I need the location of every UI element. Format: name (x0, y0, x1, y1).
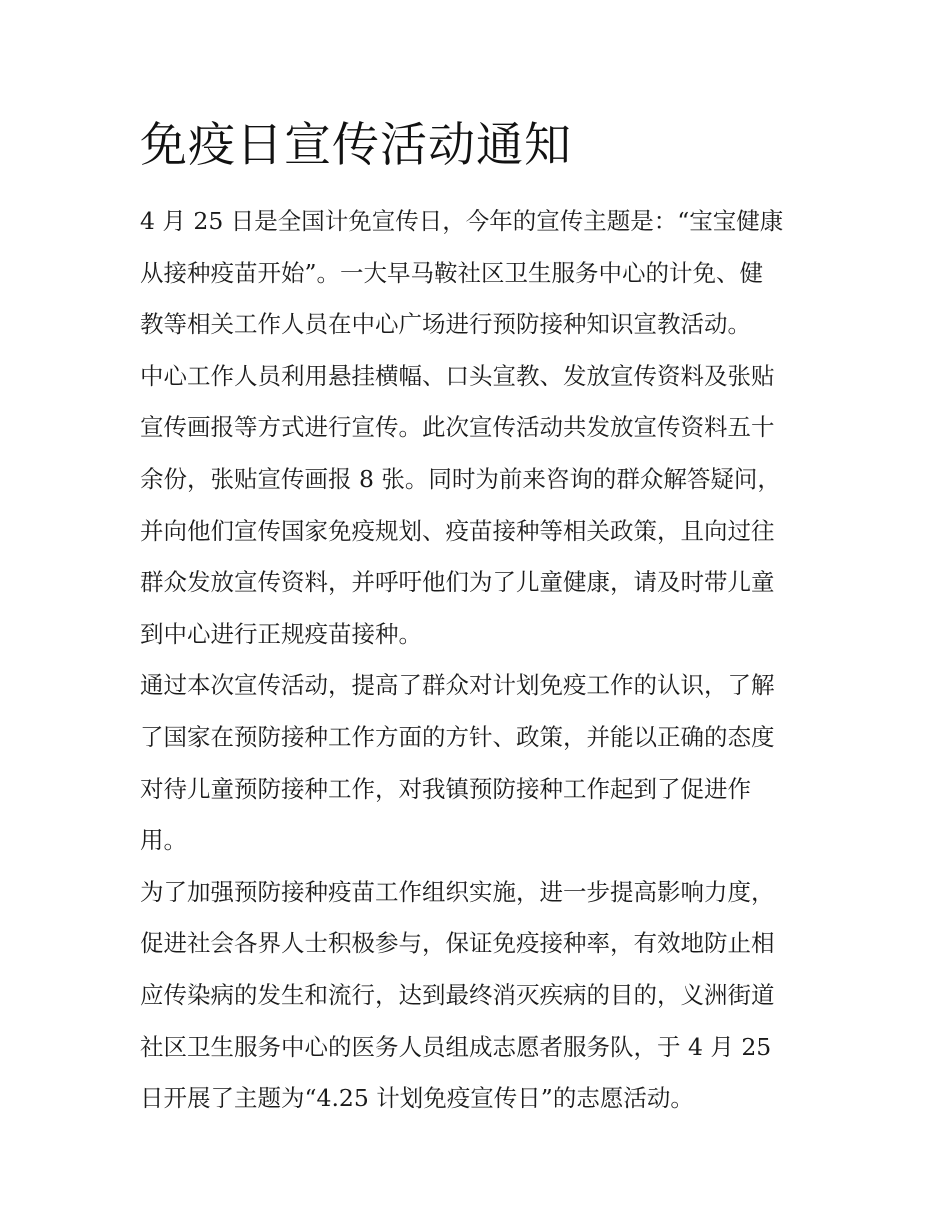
text-line: 用。 (140, 826, 187, 855)
text-line: 对待儿童预防接种工作，对我镇预防接种工作起到了促进作 (140, 774, 751, 803)
paragraph-outcome (140, 660, 815, 866)
text-line: 从接种疫苗开始”。一大早马鞍社区卫生服务中心的计免、健 (140, 258, 764, 287)
text-line: 群众发放宣传资料，并呼吁他们为了儿童健康，请及时带儿童 (140, 568, 775, 597)
text-line: 宣传画报等方式进行宣传。此次宣传活动共发放宣传资料五十 (140, 413, 775, 442)
paragraph-theme (140, 196, 815, 351)
text-line: 到中心进行正规疫苗接种。 (140, 619, 422, 648)
text-line: 了国家在预防接种工作方面的方针、政策，并能以正确的态度 (140, 722, 775, 751)
document-body (140, 196, 815, 1125)
text-line: 中心工作人员利用悬挂横幅、口头宣教、发放宣传资料及张贴 (140, 361, 775, 390)
text-line: 社区卫生服务中心的医务人员组成志愿者服务队，于 4 月 25 (140, 1032, 772, 1061)
text-line: 4 月 25 日是全国计免宣传日，今年的宣传主题是：“宝宝健康 (140, 207, 784, 235)
text-line: 通过本次宣传活动，提高了群众对计划免疫工作的认识，了解 (140, 671, 775, 700)
text-line: 日开展了主题为“4.25 计划免疫宣传日”的志愿活动。 (140, 1084, 694, 1113)
paragraph-volunteer (140, 867, 815, 1125)
text-line: 应传染病的发生和流行，达到最终消灭疾病的目的，义洲街道 (140, 980, 775, 1009)
document-title: 免疫日宣传活动通知 (140, 118, 572, 173)
text-line: 并向他们宣传国家免疫规划、疫苗接种等相关政策，且向过往 (140, 516, 775, 545)
text-line: 教等相关工作人员在中心广场进行预防接种知识宣教活动。 (140, 310, 751, 339)
text-line: 余份，张贴宣传画报 8 张。同时为前来咨询的群众解答疑问， (140, 464, 781, 493)
text-line: 促进社会各界人士积极参与，保证免疫接种率，有效地防止相 (140, 929, 775, 958)
text-line: 为了加强预防接种疫苗工作组织实施，进一步提高影响力度， (140, 877, 775, 906)
paragraph-activities (140, 351, 815, 661)
